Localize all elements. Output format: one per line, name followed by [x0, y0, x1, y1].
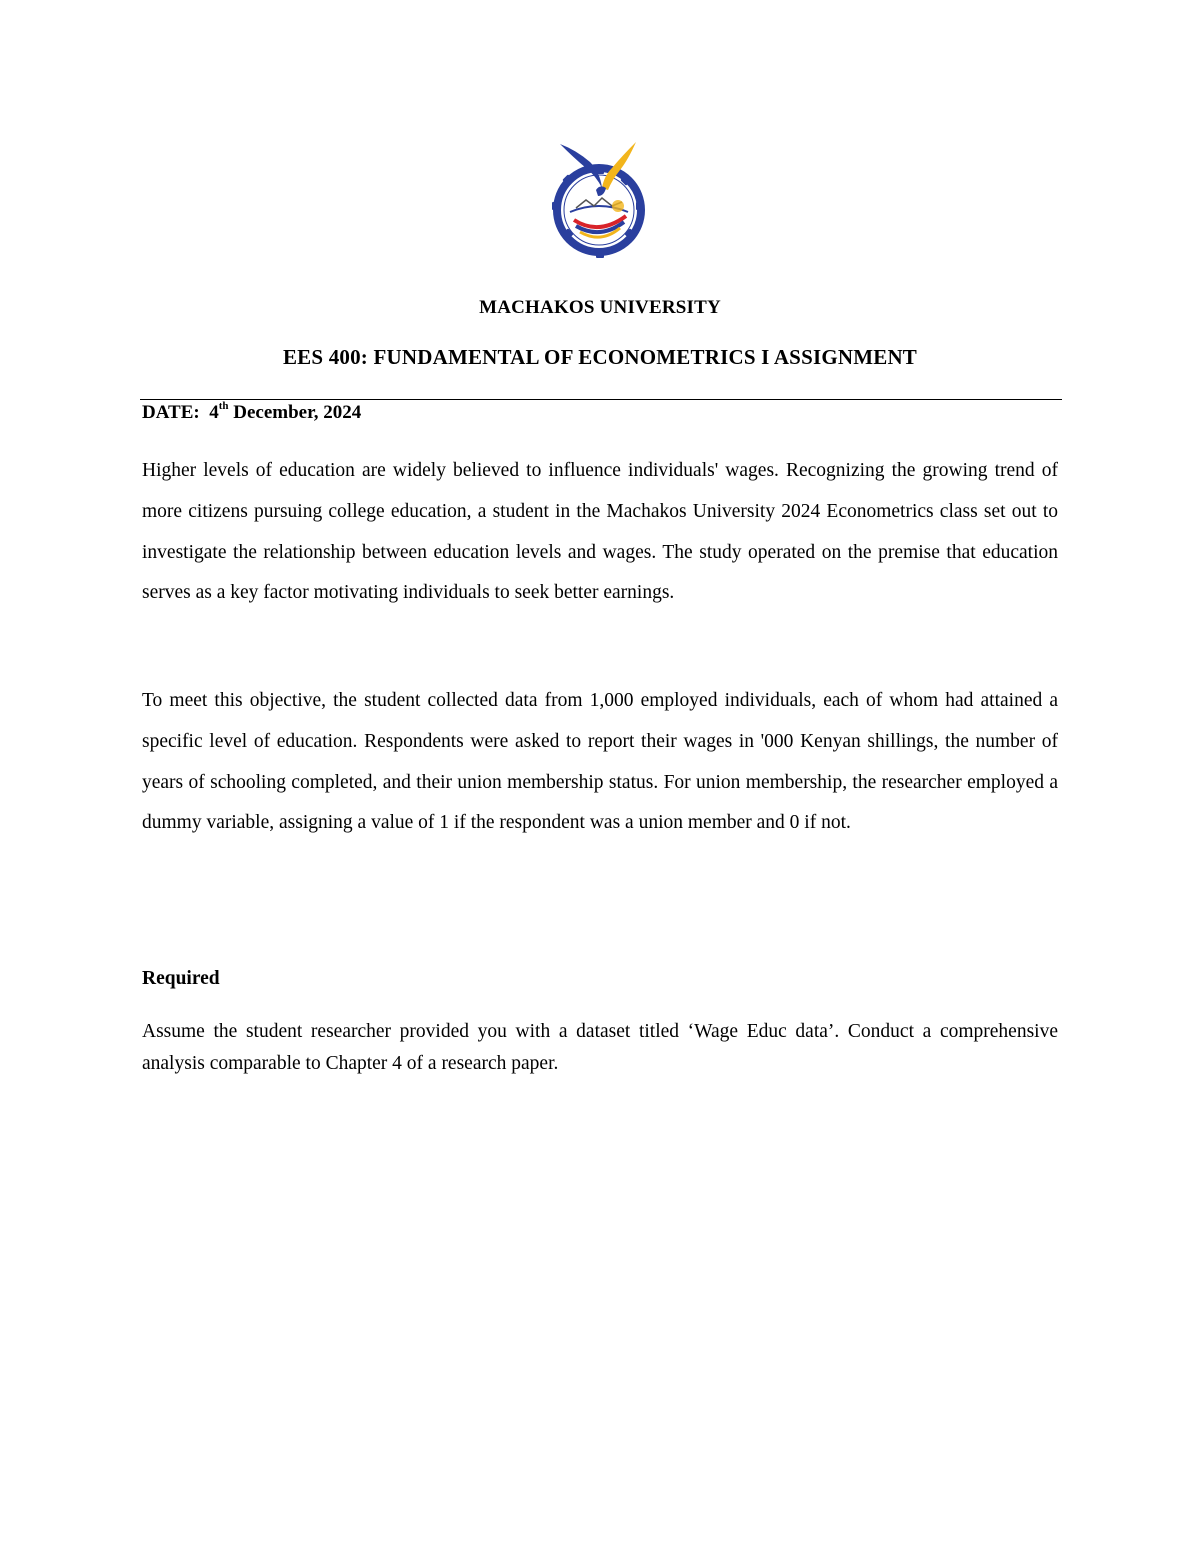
date-rest: December, 2024	[228, 402, 362, 423]
date-day-suffix: th	[218, 400, 229, 412]
assignment-date	[142, 402, 361, 424]
university-name: MACHAKOS UNIVERSITY	[479, 297, 721, 318]
body-paragraph-3: Assume the student researcher provided you with a dataset titled ‘Wage Educ data’. Conduct a comprehensive analysis comparable to Chapter 4 of a research paper.	[142, 1021, 1058, 1074]
body-paragraph-2: To meet this objective, the student collected data from 1,000 employed individuals, each of whom had attained a specific level of education. Respondents were asked to report their wages in '000 Kenyan shillings, the number of years of schooling completed, and their union membership status. For union membership, the researcher employed a dummy variable, assigning a value of 1 if the respondent was a union member and 0 if not.	[142, 690, 1058, 834]
course-title: EES 400: FUNDAMENTAL OF ECONOMETRICS I ASSIGNMENT	[282, 345, 918, 369]
date-day: 4	[209, 402, 219, 423]
header-divider	[140, 399, 1062, 400]
required-heading: Required	[142, 968, 220, 989]
date-label: DATE:	[142, 402, 200, 423]
university-crest-icon	[546, 140, 652, 264]
body-paragraph-1: Higher levels of education are widely believed to influence individuals' wages. Recognizing the growing trend of more citizens pursuing college education, a student in the Machakos University 2024 Econometrics class set out to investigate the relationship between education levels and wages. The study operated on the premise that education serves as a key factor motivating individuals to seek better earnings.	[142, 460, 1058, 604]
